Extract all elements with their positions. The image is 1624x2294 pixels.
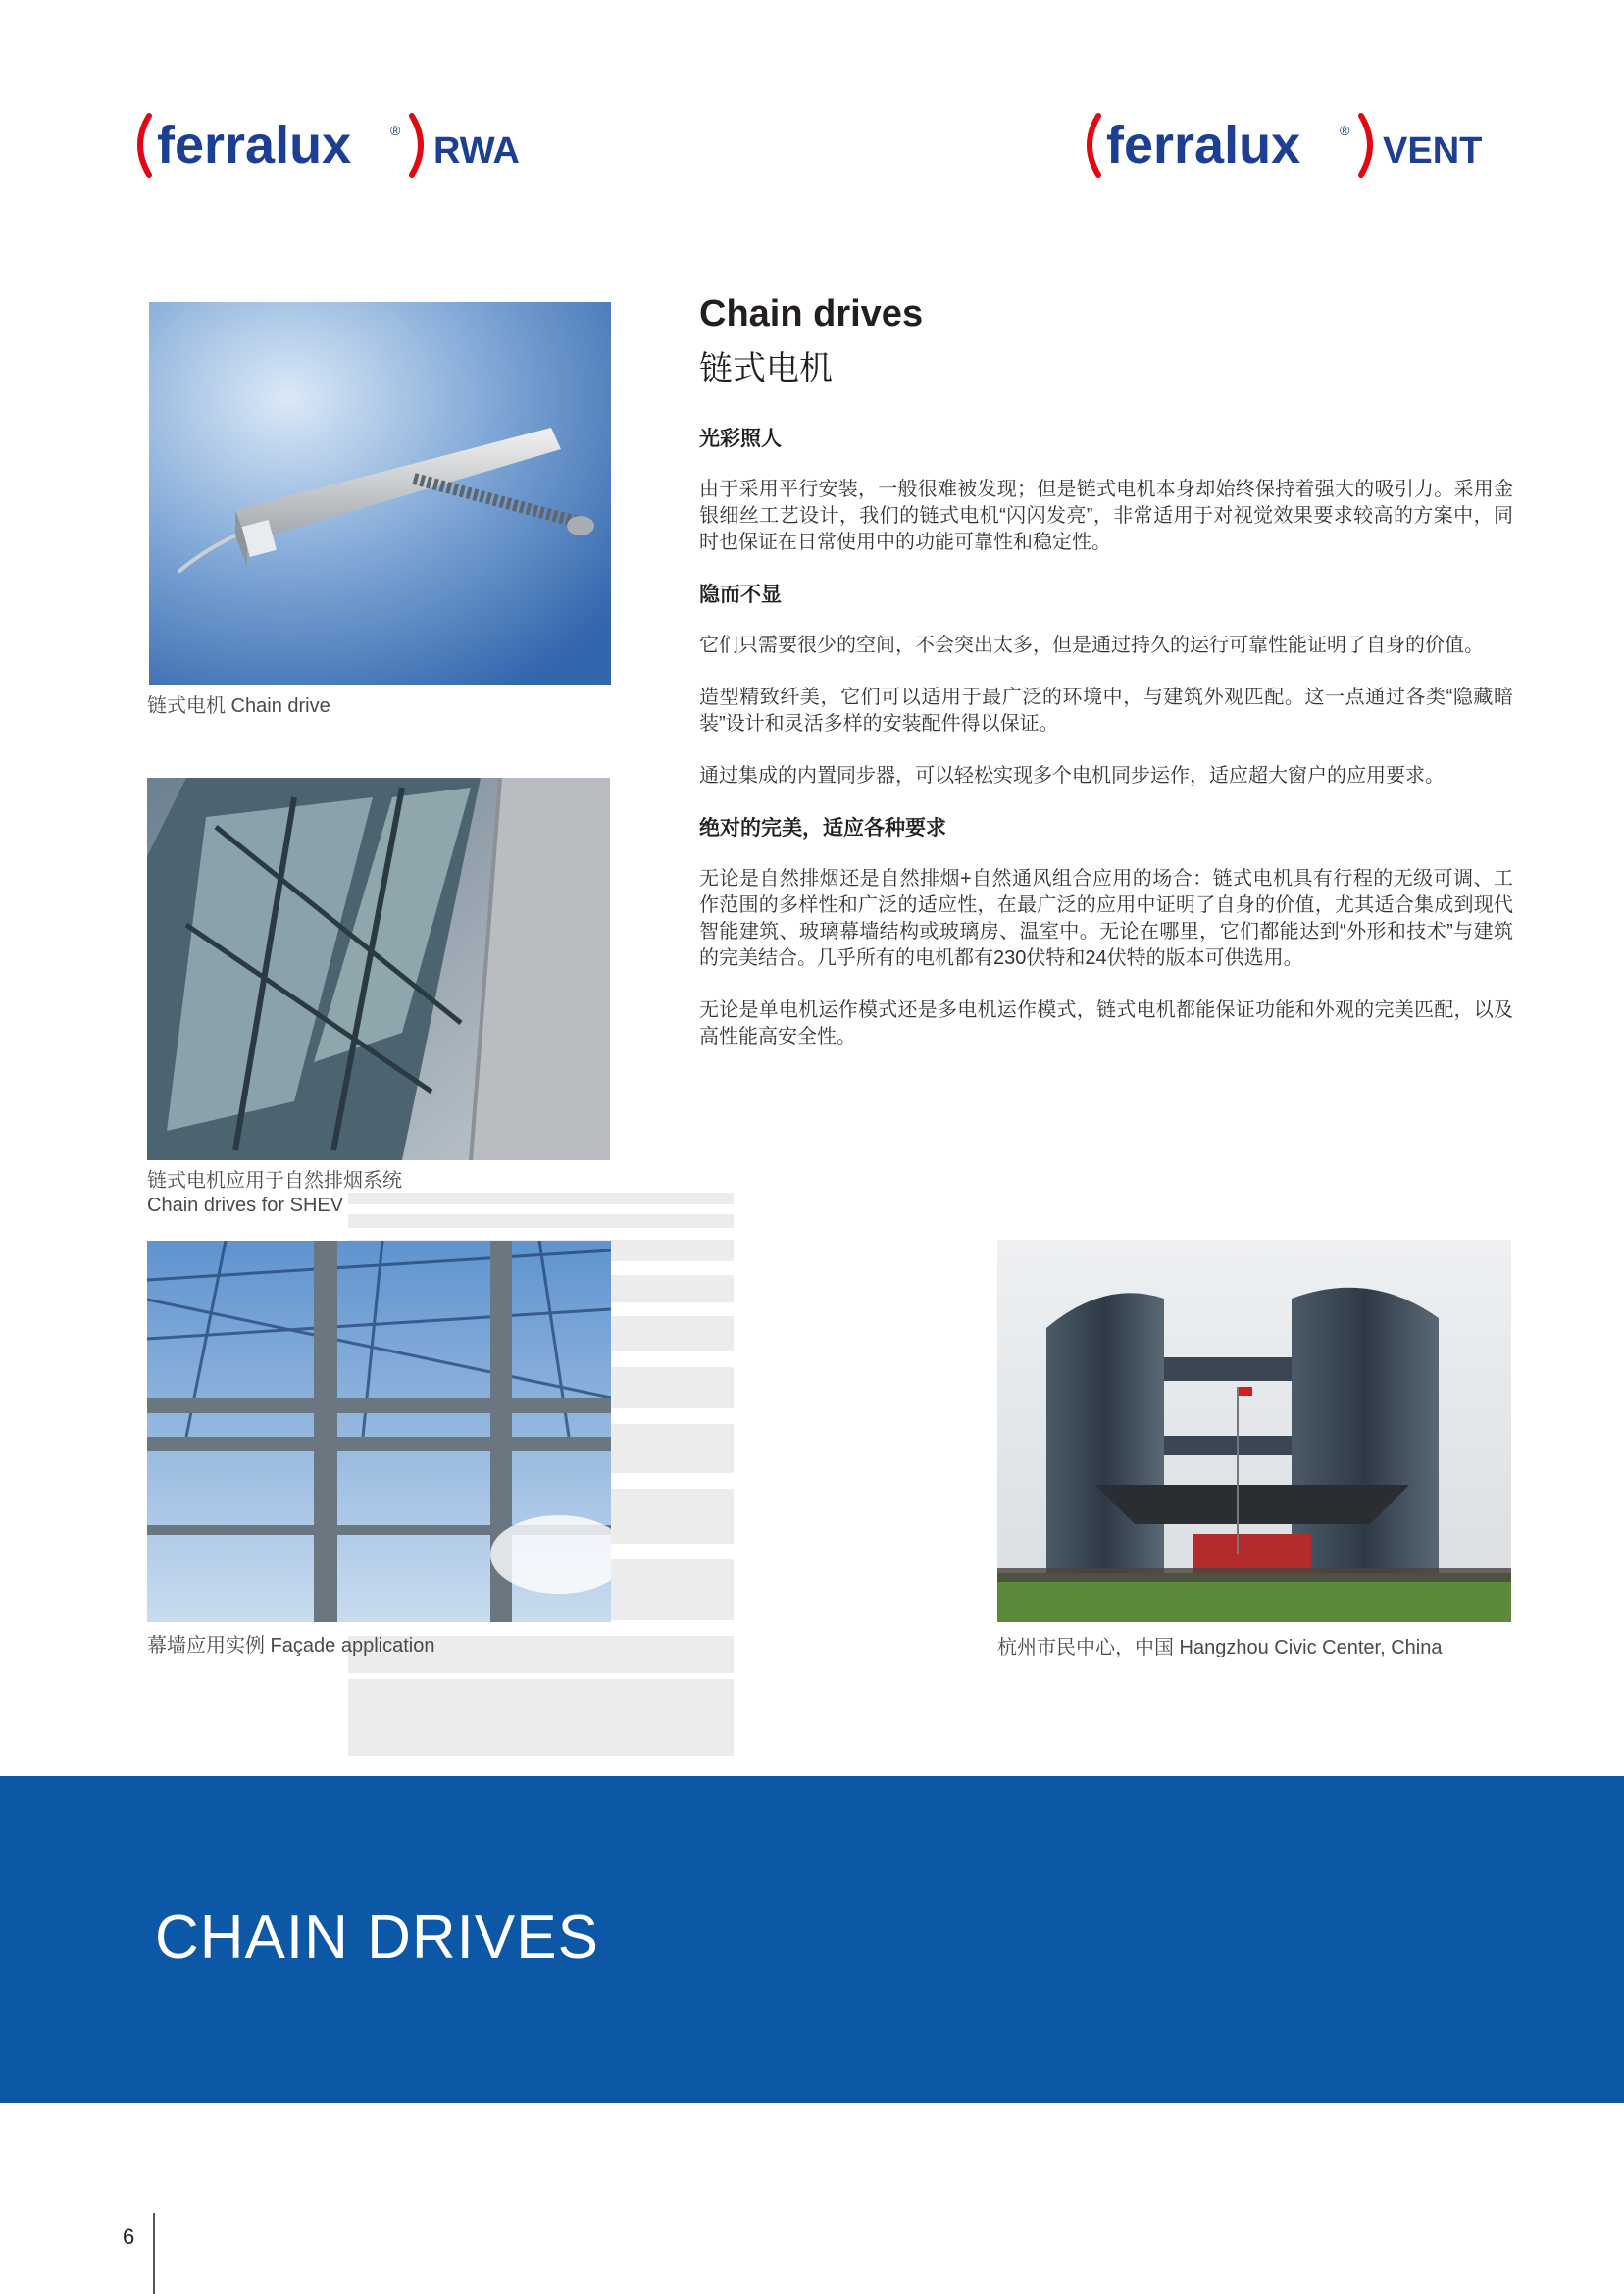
logo-suffix-text: RWA <box>433 130 520 172</box>
hangzhou-civic-center-photo <box>997 1240 1511 1622</box>
chain-drive-photo <box>149 302 611 685</box>
section-heading: 隐而不显 <box>699 584 782 606</box>
photo1-caption: 链式电机 Chain drive <box>147 695 330 717</box>
decor-strip <box>348 1193 734 1204</box>
paragraph: 无论是单电机运作模式还是多电机运作模式，链式电机都能保证功能和外观的完美匹配，以及高性能高安全性。 <box>699 999 1513 1047</box>
paragraph: 通过集成的内置同步器，可以轻松实现多个电机同步运作，适应超大窗户的应用要求。 <box>699 765 1445 787</box>
paragraph: 由于采用平行安装，一般很难被发现；但是链式电机本身却始终保持着强大的吸引力。采用金银细丝工艺设计，我们的链式电机“闪闪发亮”，非常适用于对视觉效果要求较高的方案中，同时也保证在日常使用中的功能可靠性和稳定性。 <box>699 479 1513 553</box>
svg-text:®: ® <box>390 123 401 138</box>
photo4-caption: 杭州市民中心，中国 Hangzhou Civic Center, China <box>997 1637 1443 1658</box>
page-number: 6 <box>123 2224 135 2249</box>
logo-brand-text: ferralux <box>1106 116 1301 175</box>
facade-photo <box>147 1241 611 1622</box>
photo2-caption-en: Chain drives for SHEV <box>147 1195 344 1216</box>
ferralux-rwa-logo <box>127 106 539 184</box>
page-number-rule <box>153 2213 155 2294</box>
photo3-caption: 幕墙应用实例 Façade application <box>147 1635 435 1657</box>
svg-text:®: ® <box>1340 123 1350 138</box>
title-en: Chain drives <box>699 293 924 334</box>
section-heading: 光彩照人 <box>699 428 782 450</box>
decor-strip <box>348 1214 734 1228</box>
logo-brand-text: ferralux <box>157 116 352 175</box>
logo-suffix-text: VENT <box>1383 130 1483 172</box>
banner-title: CHAIN DRIVES <box>155 1904 599 1971</box>
ferralux-vent-logo <box>1077 106 1508 184</box>
section-heading: 绝对的完美，适应各种要求 <box>699 817 946 840</box>
photo2-caption-zh: 链式电机应用于自然排烟系统 <box>147 1170 402 1192</box>
body-text <box>699 426 1513 1076</box>
paragraph: 造型精致纤美，它们可以适用于最广泛的环境中，与建筑外观匹配。这一点通过各类“隐藏暗装”设计和灵活多样的安装配件得以保证。 <box>699 687 1513 735</box>
paragraph: 它们只需要很少的空间，不会突出太多，但是通过持久的运行可靠性能证明了自身的价值。 <box>699 635 1484 656</box>
decor-strip <box>348 1679 734 1756</box>
paragraph: 无论是自然排烟还是自然排烟+自然通风组合应用的场合：链式电机具有行程的无级可调、工作范围的多样性和广泛的适应性，在最广泛的应用中证明了自身的价值，尤其适合集成到现代智能建筑、玻璃幕墙结构或玻璃房、温室中。无论在哪里，它们都能达到“外形和技术”与建筑的完美结合。几乎所有的电机都有230伏特和24伏特的版本可供选用。 <box>699 868 1513 969</box>
title-zh: 链式电机 <box>699 350 833 387</box>
shev-windows-photo <box>147 778 610 1160</box>
